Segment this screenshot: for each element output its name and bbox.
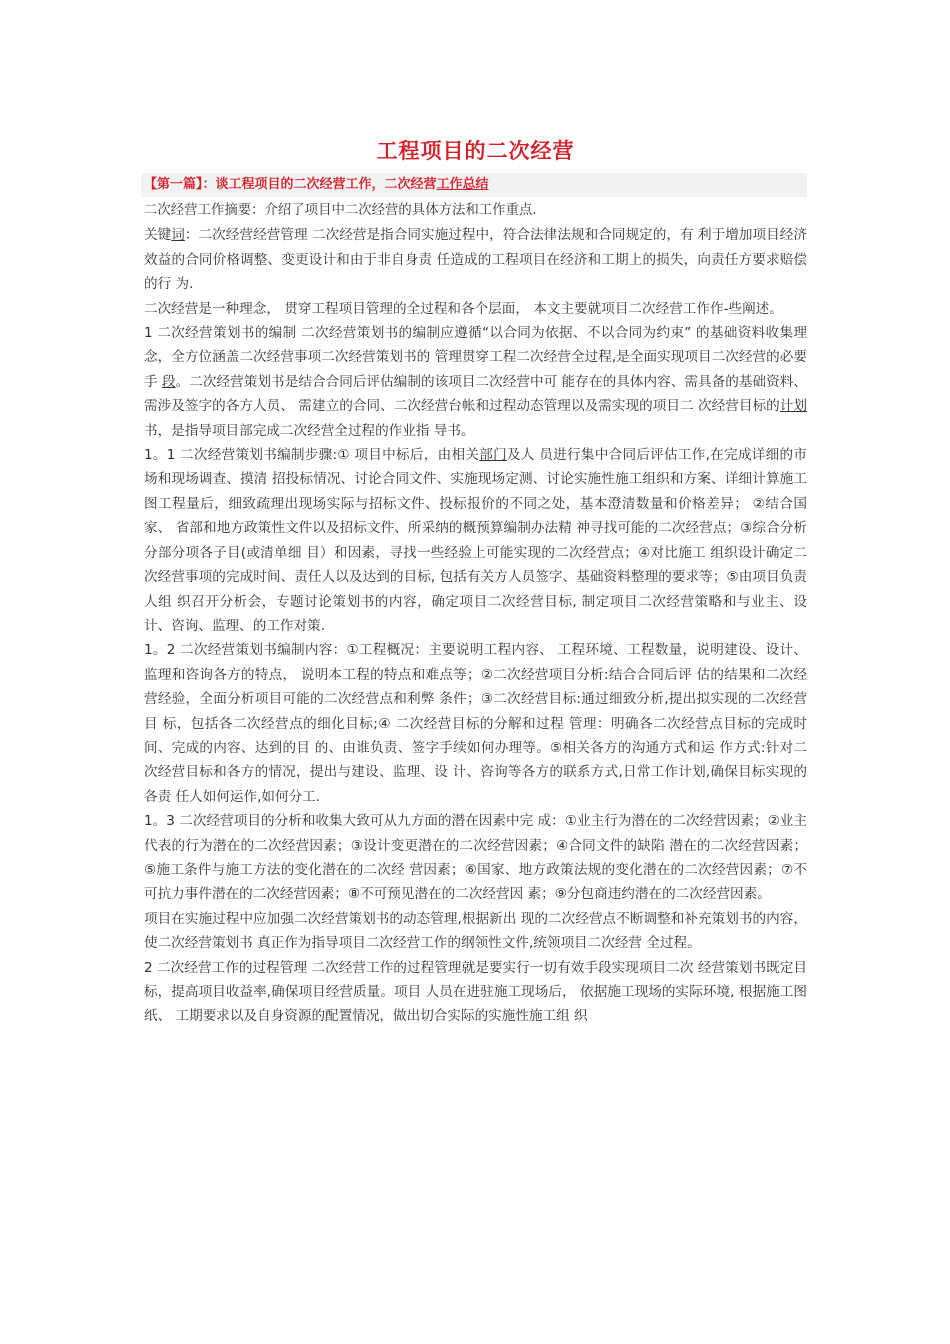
- keywords-text: ：二次经营经营管理 二次经营是指合同实施过程中，符合法律法规和合同规定的，有 利于增加项目经济效益的合同价格调整、变更设计和由于非自身责 任造成的工程项目在经济和工期上的损失，向责任方要求赔偿的行 为.: [144, 227, 808, 293]
- paragraph-section-1-1: [144, 443, 807, 638]
- section-1-1-text-b: 及人 员进行集中合同后评估工作,在完成详细的市场和现场调查、摸清 招投标情况、讨论合同文件、实施现场定测、讨论实施性施工组织和方案、详细计算施工图工程量后，细致疏理出现场实际与招标文件、投标报价的不同之处，基本澄清数量和价格差异； ②结合国家、 省部和地方政策性文件以及招标文件、所采纳的概预算编制办法精 神寻找可能的二次经营点；③综合分析分部分项各子目(或清单细 目）和因素，寻找一些经验上可能实现的二次经营点；④对比施工 组织设计确定二次经营事项的完成时间、责任人以及达到的目标, 包括有关方人员签字、基础资料整理的要求等；⑤由项目负责人组 织召开分析会，专题讨论策划书的内容，确定项目二次经营目标, 制定项目二次经营策略和与业主、设计、咨询、监理、的工作对策.: [144, 447, 807, 634]
- section-1-text-c: 书，是指导项目部完成二次经营全过程的作业指 导书。: [144, 422, 475, 439]
- paragraph-dynamic-management: 项目在实施过程中应加强二次经营策划书的动态管理,根据新出 现的二次经营点不断调整和补充策划书的内容，使二次经营策划书 真正作为指导项目二次经营工作的纲领性文件,统领项目二次经营 全过程。: [144, 910, 807, 952]
- paragraph-intro: 二次经营是一种理念， 贯穿工程项目管理的全过程和各个层面， 本文主要就项目二次经营工作作-些阐述。: [144, 300, 783, 317]
- section-1-text-b: 。二次经营策划书是结合合同后评估编制的该项目二次经营中可 能存在的具体内容、需具备的基础资料、需涉及签字的各方人员、 需建立的合同、二次经营台帐和过程动态管理以及需实现的项目二 次经营目标的: [144, 373, 808, 415]
- section-1-1-text-a: 1。1 二次经营策划书编制步骤:① 项目中标后，由相关: [144, 447, 480, 464]
- paragraph-section-2: 2 二次经营工作的过程管理 二次经营工作的过程管理就是要实行一切有效手段实现项目二次 经营策划书既定目标，提高项目收益率,确保项目经营质量。项目 人员在进驻施工现场后， 依据施工现场的实际环境, 根据施工图纸、 工期要求以及自身资源的配置情况，做出切合实际的实施性施工组 织: [144, 959, 807, 1025]
- document-title: 工程项目的二次经营: [376, 139, 575, 163]
- article-heading: [141, 173, 807, 197]
- paragraph-section-1-2: 1。2 二次经营策划书编制内容：①工程概况：主要说明工程内容、 工程环境、工程数量，说明建设、设计、监理和咨询各方的特点， 说明本工程的特点和难点等；②二次经营项目分析:结合合同后评 估的结果和二次经营经验，全面分析项目可能的二次经营点和利弊 条件；③二次经营目标:通过细致分析,提出拟实现的二次经营目 标，包括各二次经营点的细化目标;④ 二次经营目标的分解和过程 管理：明确各二次经营点目标的完成时间、完成的内容、达到的目 的、由谁负责、签字手续如何办理等。⑤相关各方的沟通方式和运 作方式:针对二次经营目标和各方的情况，提出与建设、监理、设 计、咨询等各方的联系方式,日常工作计划,确保目标实现的各责 任人如何运作,如何分工.: [144, 642, 807, 805]
- plan-link[interactable]: 计划: [779, 398, 808, 415]
- paragraph-section-1-3: 1。3 二次经营项目的分析和收集大致可从九方面的潜在因素中完 成：①业主行为潜在的二次经营因素；②业主代表的行为潜在的二次经营因素；③设计变更潜在的二次经营因素；④合同文件的缺陷 潜在的二次经营因素；⑤施工条件与施工方法的变化潜在的二次经 营因素；⑥国家、地方政策法规的变化潜在的二次经营因素；⑦不 可抗力事件潜在的二次经营因素；⑧不可预见潜在的二次经营因 素；⑨分包商违约潜在的二次经营因素。: [144, 813, 807, 903]
- document-page: [144, 136, 807, 1029]
- article-heading-text: 【第一篇】：谈工程项目的二次经营工作，二次经营: [144, 177, 437, 192]
- paragraph-abstract: 二次经营工作摘要：介绍了项目中二次经营的具体方法和工作重点.: [144, 203, 537, 218]
- segment-link[interactable]: 段: [162, 373, 176, 390]
- keyword-link[interactable]: 词: [171, 227, 185, 244]
- paragraph-keywords: [144, 223, 807, 296]
- section-1-text-a: 1 二次经营策划书的编制 二次经营策划书的编制应遵循“以合同为依据、不以合同为约束” 的基础资料收集理念，全方位涵盖二次经营事项二次经营策划书的 管理贯穿工程二次经营全过程,是全面实现项目二次经营的必要手: [144, 325, 807, 390]
- keywords-label: 关键: [144, 227, 172, 244]
- article-heading-link[interactable]: 工作总结: [436, 177, 489, 192]
- paragraph-section-1: [144, 321, 807, 443]
- article-body: [144, 199, 807, 1029]
- department-link[interactable]: 部门: [479, 447, 507, 464]
